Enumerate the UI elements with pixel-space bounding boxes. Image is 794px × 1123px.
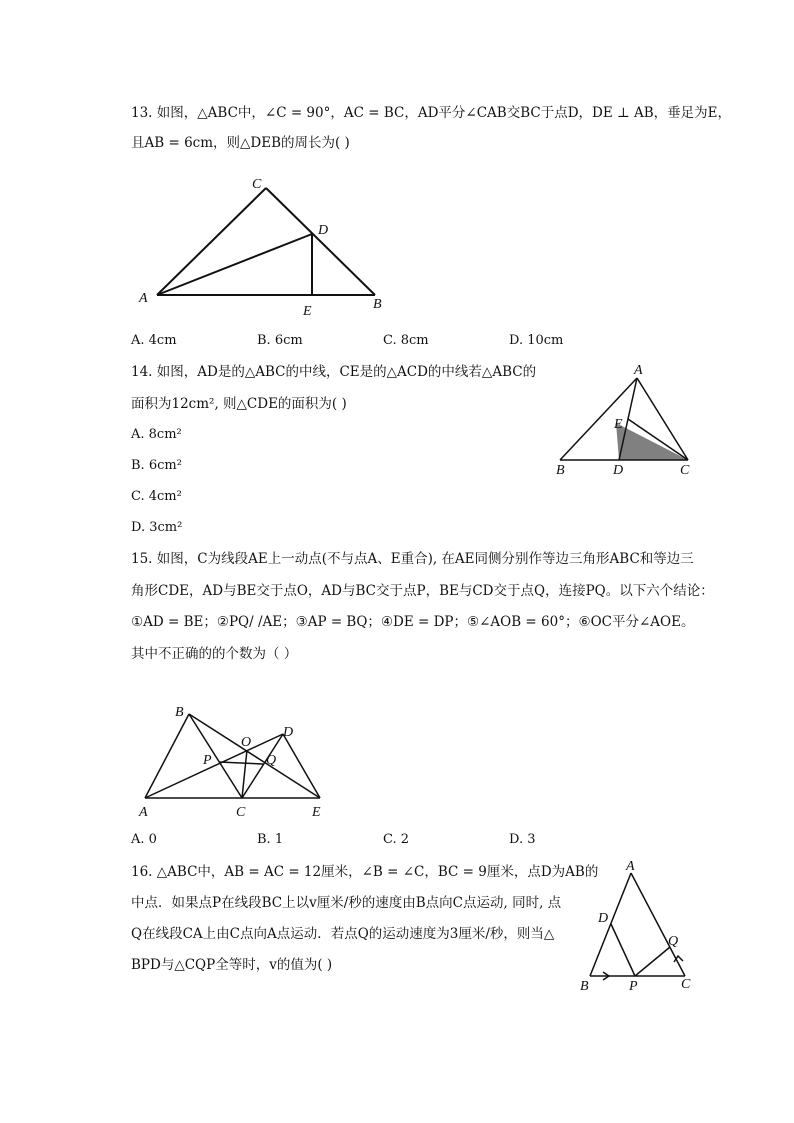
q14-figure [550,362,700,477]
q14-line2: 面积为12cm², 则△CDE的面积为( ) [131,396,347,412]
q16-line4: BPD与△CQP全等时，v的值为( ) [131,957,333,973]
q13-label-d: D [318,223,329,238]
q13-option-c: C. 8cm [383,333,429,348]
q13-label-b: B [373,297,382,312]
q15-figure [135,702,335,822]
q14-label-c: C [680,463,690,477]
q15-line4: 其中不正确的的个数为（ ） [131,646,298,662]
q16-segment-pq [635,947,670,976]
q15-side-ab [145,714,189,798]
q15-label-q: Q [266,753,277,768]
q13-option-b: B. 6cm [257,333,303,348]
q16-label-p: P [629,979,638,993]
q14-label-b: B [556,463,565,477]
q13-option-d: D. 10cm [509,333,564,348]
q16-label-c: C [681,977,691,992]
q16-line2: 中点．如果点P在线段BC上以v厘米/秒的速度由B点向C点运动, 同时, 点 [131,895,562,911]
q16-figure [575,858,705,993]
q13-label-c: C [252,177,262,192]
q13-segment-ad [157,234,312,295]
q15-label-b: B [175,705,184,720]
q15-label-a: A [139,805,148,820]
q15-option-c: C. 2 [383,832,410,847]
q14-line1: 14. 如图，AD是的△ABC的中线，CE是的△ACD的中线若△ABC的 [131,364,537,380]
q14-option-b: B. 6cm² [131,458,182,473]
q15-option-a: A. 0 [131,832,157,847]
q13-side-ac [157,188,266,295]
q13-line1: 13. 如图，△ABC中，∠C = 90°，AC = BC，AD平分∠CAB交BC于点D，DE ⊥ AB，垂足为E， [131,105,732,121]
q13-side-cb [266,188,375,295]
q14-option-a: A. 8cm² [131,427,182,442]
q14-label-e: E [614,417,623,432]
q16-label-q: Q [668,934,679,949]
q13-figure [135,172,395,322]
q14-option-d: D. 3cm² [131,520,183,535]
q15-label-p: P [203,753,212,768]
q15-line3: ①AD = BE；②PQ/ /AE；③AP = BQ；④DE = DP；⑤∠AOB = 60°；⑥OC平分∠AOE。 [131,614,695,630]
q15-label-c: C [236,805,246,820]
q15-line1: 15. 如图，C为线段AE上一动点(不与点A、E重合), 在AE同侧分别作等边三角形ABC和等边三 [131,551,694,567]
q16-side-ac [631,873,685,976]
q16-label-d: D [598,911,609,926]
q15-label-o: O [241,735,252,750]
q15-option-d: D. 3 [509,832,536,847]
q15-segment-pq [219,762,263,764]
q16-label-b: B [580,979,589,993]
q14-label-d: D [613,463,624,477]
q14-option-c: C. 4cm² [131,489,182,504]
q15-side-de [283,734,320,798]
q13-label-e: E [303,304,312,319]
q16-line1: 16. △ABC中，AB = AC = 12厘米，∠B = ∠C，BC = 9厘米，点D为AB的 [131,864,599,880]
q13-label-a: A [139,291,148,306]
q15-label-e: E [312,805,321,820]
q15-label-d: D [283,725,294,740]
q13-line2: 且AB = 6cm，则△DEB的周长为( ) [131,135,350,151]
q16-line3: Q在线段CA上由C点向A点运动．若点Q的运动速度为3厘米/秒，则当△ [131,926,555,942]
q16-label-a: A [626,859,635,874]
q13-option-a: A. 4cm [131,333,177,348]
q16-segment-dp [611,924,635,976]
q14-label-a: A [634,363,643,378]
q15-line2: 角形CDE，AD与BE交于点O，AD与BC交于点P，BE与CD交于点Q，连接PQ。以下六个结论： [131,583,714,599]
q15-option-b: B. 1 [257,832,284,847]
